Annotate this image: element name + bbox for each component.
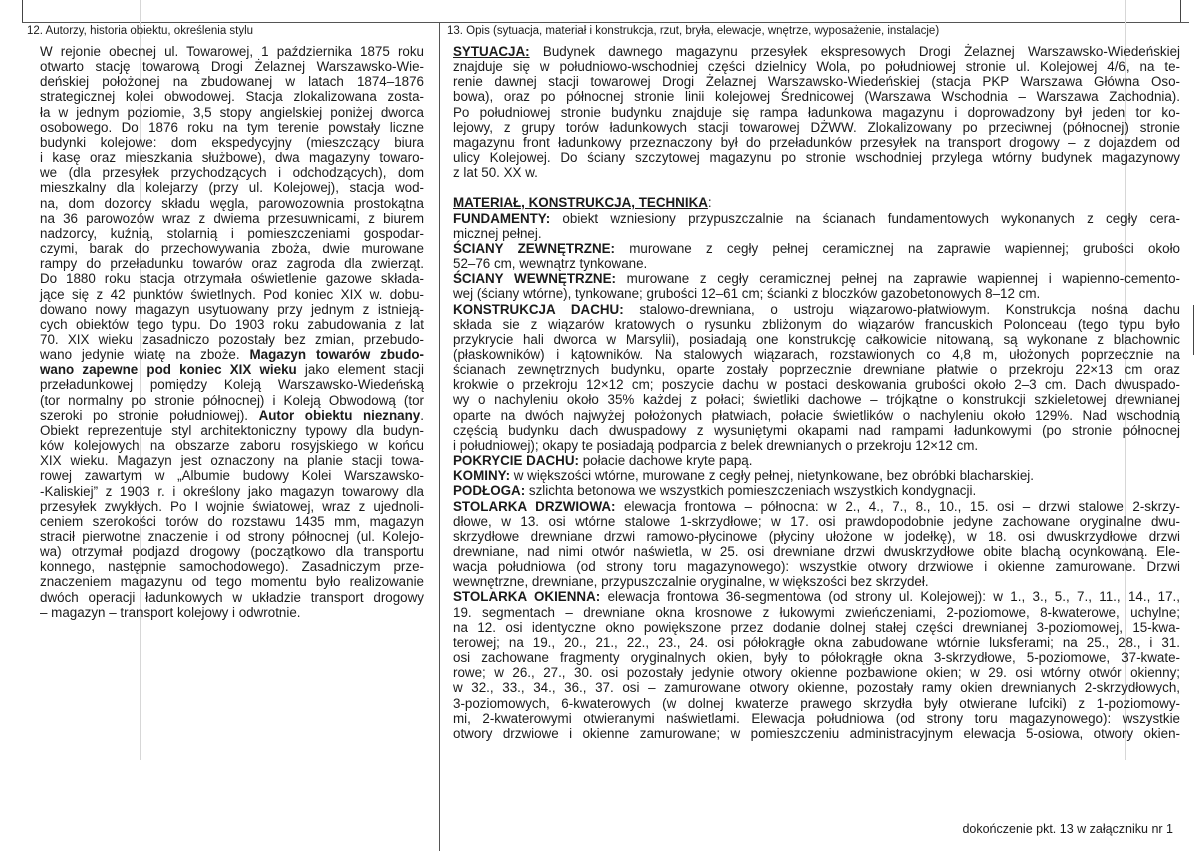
- text-line: [453, 241, 1180, 256]
- line-text: we (dla przesyłek przychodzących i odchodzących), dom: [40, 165, 424, 181]
- text-line: [453, 89, 1180, 104]
- line-text: 70. XIX wieku zasadniczo pozostały bez zmian, przebudo-: [40, 331, 424, 347]
- text-line: [453, 105, 1180, 120]
- line-text: oparte na dwóch najwyżej położonych płatwiach, połacie świetlików o nachyleniu około 129%. Nad wschodnią: [453, 407, 1180, 423]
- line-text: przykrycie hali dworca w Marsylii), posiadają one konstrukcję całkowicie nitowaną, są wykonane z blachownic: [453, 331, 1180, 347]
- text-line: [453, 559, 1180, 574]
- line-text: przeładunkowej pomiędzy Koleją Warszawsko-Wiedeńską: [40, 377, 424, 393]
- line-text: znajduje się w południowo-wschodniej części dzielnicy Wola, po południowej stronie ul. Kolejowej 4/6, na te-: [453, 59, 1180, 75]
- text-line: [453, 302, 1180, 317]
- text-line: [453, 574, 1180, 589]
- line-text: stracił pierwotne znaczenie i od strony północnej (ul. Kolejo-: [40, 529, 424, 544]
- text-line: [40, 332, 424, 347]
- column-divider: [439, 22, 440, 851]
- emphasis-text: Magazyn towarów zbudo-: [249, 347, 425, 363]
- text-line: [453, 635, 1180, 650]
- history-text-column: [40, 44, 424, 620]
- line-text: czymi, barak do przechowywania zboża, dwie murowane: [40, 241, 424, 257]
- line-text: mi, 2-kwaterowymi otwieranymi naświetlami. Elewacja południowa (od strony toru magazynowego): wszystkie: [453, 710, 1180, 726]
- text-line: [40, 347, 424, 362]
- line-text: 52–76 cm, wewnątrz tynkowane.: [453, 256, 648, 272]
- text-line: [453, 150, 1180, 165]
- line-text: otwarto stację towarową Drogi Żelaznej Warszawsko-Wie-: [40, 59, 424, 75]
- text-line: [40, 74, 424, 89]
- text-line: [40, 559, 424, 574]
- text-line: [40, 44, 424, 59]
- left-column-header: 12. Autorzy, historia obiektu, określenia stylu: [27, 25, 254, 37]
- text-line: [40, 377, 424, 392]
- line-text: budynki kolejowe: dom ekspedycyjny (mieszczący biura: [40, 134, 424, 150]
- text-line: [453, 468, 1180, 483]
- text-line: [40, 438, 424, 453]
- text-line: [40, 514, 424, 529]
- text-line: [40, 59, 424, 74]
- line-text: obiekt wzniesiony przypuszczalnie na ścianach fundamentowych wykonanych z cegły cera-: [550, 210, 1180, 226]
- text-line: [40, 105, 424, 120]
- line-text: ulicy Kolejowej. Do ściany szczytowej magazynu po stronie wschodniej przylega wtórny budynek magazynowy: [453, 150, 1180, 166]
- line-text: w 32., 33., 34., 36., 37. osi – zamurowane otwory okienne, pozostały ramy okien drewnianych 2-skrzydłowych,: [453, 680, 1180, 696]
- text-line: [40, 408, 424, 423]
- text-line: [453, 271, 1180, 286]
- line-text: osi zachowane fragmenty oryginalnych okien, były to półokrągłe okna 3-skrzydłowe, 5-poziomowe, 37-kwate-: [453, 650, 1180, 666]
- text-line: [40, 529, 424, 544]
- text-line: [453, 286, 1180, 301]
- text-line: [453, 665, 1180, 680]
- line-text: ków kolejowych na obszarze zaboru rosyjskiego w końcu: [40, 438, 424, 454]
- line-text: -Kaliskiej” z 1903 r. i określony jako magazyn towarowy dla: [40, 483, 424, 499]
- line-text: z lat 50. XX w.: [453, 165, 538, 181]
- text-line: [40, 89, 424, 104]
- text-line: [453, 74, 1180, 89]
- text-line: [40, 241, 424, 256]
- text-line: [453, 377, 1180, 392]
- text-line: [40, 196, 424, 211]
- text-line: [453, 620, 1180, 635]
- line-text: :: [707, 195, 712, 211]
- text-line: [40, 468, 424, 483]
- line-text: stalowo-drewniana, o ustroju wiązarowo-płatwiowym. Konstrukcja nośna dachu: [623, 301, 1181, 317]
- section-heading: MATERIAŁ, KONSTRUKCJA, TECHNIKA: [453, 195, 708, 211]
- text-line: [40, 317, 424, 332]
- line-text: w większości wtórne, murowane z cegły pełnej, nietynkowane, bez obróbki blacharskiej.: [510, 468, 1035, 484]
- line-text: ceniem szerokości torów do rozstawu 1435 mm, magazyn: [40, 513, 424, 529]
- text-line: [40, 499, 424, 514]
- text-line: [453, 44, 1180, 59]
- line-text: deńskiej położonej na zbudowanej w latach 1874–1876: [40, 74, 424, 90]
- line-text: .: [420, 407, 424, 423]
- text-line: [40, 453, 424, 468]
- top-rule: [22, 22, 1189, 23]
- corner-tick: [22, 0, 23, 22]
- line-text: znaczeniem magazynu od tego momentu było realizowanie: [40, 574, 424, 590]
- line-text: na, dom dozorcy składu węgla, parowozownia prostokątna: [40, 195, 424, 211]
- field-label: PODŁOGA:: [453, 483, 526, 499]
- text-line: [453, 392, 1180, 407]
- line-text: dłowe, w 13. osi wtórne stalowe 1-skrzydłowe; w 17. osi prawdopodobnie jedyne zachowane oryginalne dwu-: [453, 513, 1180, 529]
- text-line: [40, 302, 424, 317]
- line-text: wa) otrzymał podjazd drogowy (początkowo dla transportu: [40, 544, 424, 560]
- line-text: połacie dachowe kryte papą.: [578, 453, 753, 469]
- line-text: nadzorcy, kuźnią, stolarnią i pomieszczeniami gospodar-: [40, 225, 424, 241]
- line-text: terowej; na 19., 20., 21., 22., 23., 24. osi półokrągłe okna zabudowane wtórnie luksferami; na 25., 28., i 31.: [453, 634, 1180, 650]
- line-text: mieszkalny dla kolejarzy (przy ul. Kolejowej), stacja wod-: [40, 180, 424, 196]
- text-line: [40, 544, 424, 559]
- line-text: renie dawnej stacji towarowej Drogi Żelaznej Warszawsko-Wiedeńskiej (stacja PKP Warszawa Główna Oso-: [453, 74, 1180, 90]
- text-line: [453, 650, 1180, 665]
- emphasis-text: Autor obiektu nieznany: [258, 407, 421, 423]
- text-line: [453, 195, 1180, 210]
- line-text: rowe; w 26., 27., 30. osi pozostały jedynie otwory okienne pozbawione okien; w 29. osi wtórny otwór okienny;: [453, 665, 1180, 681]
- text-line: [453, 529, 1180, 544]
- text-line: [453, 605, 1180, 620]
- section-heading: SYTUACJA:: [453, 44, 530, 59]
- line-text: i południowej); okapy te posiadają podparcia z belek drewnianych o przekroju 12×12 cm.: [453, 437, 979, 453]
- line-text: osobowego. Do 1876 roku na tym terenie powstały liczne: [40, 119, 424, 135]
- line-text: na 12. osi identyczne okno powiększone przez dodanie dolnej stałej części drewnianej 3-poziomowej, 15-kwa-: [453, 619, 1180, 635]
- corner-tick: [1180, 0, 1181, 22]
- field-label: KONSTRUKCJA DACHU:: [453, 301, 624, 317]
- text-line: [40, 484, 424, 499]
- line-text: cych obiektów tego typu. Do 1903 roku zabudowania z lat: [40, 316, 424, 332]
- line-text: wej (ściany wtórne), tynkowane; grubości 12–61 cm; ścianki z bloczków gazobetonowych 8–12 cm.: [453, 286, 1041, 302]
- line-text: (tor normalny po stronie północnej) i Koleją Obwodową (tor: [40, 392, 424, 408]
- text-line: [40, 226, 424, 241]
- line-text: dwóch operacji ładunkowych w układzie transport drogowy: [40, 589, 424, 605]
- line-text: – magazyn – transport kolejowy i odwrotnie.: [40, 604, 301, 620]
- line-text: przesyłek zwykłych. Po I wojnie światowej, wraz z ujednoli-: [40, 498, 424, 514]
- line-text: otwory drzwiowe i okienne zamurowane; w pomieszczeniu administracyjnym elewacja 5-osiowa, otwory okien-: [453, 725, 1180, 741]
- text-line: [40, 287, 424, 302]
- line-text: ścianach zewnętrznych budynku, oparte zostały poprzecznie drewniane płatwie o przekroju 22×13 cm oraz: [453, 362, 1180, 378]
- line-text: Po południowej stronie budynku znajduje się rampa ładunkowa magazynu i doprowadzony był jeden tor ko-: [453, 104, 1180, 120]
- line-text: murowane z cegły pełnej ceramicznej na zaprawie wapiennej; grubości około: [615, 240, 1180, 256]
- text-line: [40, 362, 424, 377]
- text-line: [453, 514, 1180, 529]
- line-text: wy o nachyleniu około 35% każdej z połaci; świetliki dachowe – trójkątne o konstrukcji szkieletowej drewnianej: [453, 392, 1180, 408]
- section-gap: [453, 180, 1180, 195]
- line-text: wano jedynie wiatę na zboże.: [40, 347, 250, 363]
- text-line: [40, 271, 424, 286]
- line-text: dowano nowy magazyn usytuowany przy jednym z istnieją-: [40, 301, 424, 317]
- text-line: [453, 226, 1180, 241]
- line-text: wewnętrzne, drewniane, przypuszczalnie oryginalne, w większości bez skrzydeł.: [453, 574, 929, 590]
- line-text: jako element stacji: [296, 362, 425, 378]
- line-text: Budynek dawnego magazynu przesyłek ekspresowych Drogi Żelaznej Warszawsko-Wiedeńskiej: [529, 44, 1180, 59]
- line-text: na 36 parowozów wraz z dwiema przesuwnicami, z biurem: [40, 210, 424, 226]
- line-text: Obiekt reprezentuje styl architektoniczny typowy dla budyn-: [40, 422, 424, 438]
- text-line: [40, 590, 424, 605]
- text-line: [40, 150, 424, 165]
- line-text: krokwie o przekroju 12×12 cm; poszycie dachu w postaci deskowania grubości około 2–3 cm. Dach dwuspado-: [453, 377, 1180, 393]
- line-text: jące się z 42 punktów świetlnych. Pod koniec XIX w. dobu-: [40, 286, 424, 302]
- line-text: Do 1880 roku stacja otrzymała oświetlenie gazowe składa-: [40, 271, 424, 287]
- text-line: [453, 256, 1180, 271]
- text-line: [453, 696, 1180, 711]
- line-text: rampy do przeładunku towarów oraz zagroda dla zwierząt.: [40, 256, 424, 272]
- text-line: [40, 211, 424, 226]
- right-column-header: 13. Opis (sytuacja, materiał i konstrukcja, rzut, bryła, elewacje, wnętrze, wyposażenie, instalacje): [447, 25, 940, 37]
- continuation-note: dokończenie pkt. 13 w załączniku nr 1: [962, 822, 1173, 836]
- text-line: [40, 135, 424, 150]
- line-text: murowane z cegły ceramicznej pełnej na zaprawie wapiennej i wapienno-cemento-: [615, 271, 1180, 287]
- text-line: [40, 393, 424, 408]
- text-line: [40, 256, 424, 271]
- text-line: [453, 423, 1180, 438]
- text-line: [453, 59, 1180, 74]
- field-label: FUNDAMENTY:: [453, 210, 551, 226]
- line-text: drewniane, nad nimi otwór naświetla, w 25. osi drewniane drzwi dwuskrzydłowe obite blachą ocynkowaną. Ele-: [453, 544, 1180, 559]
- field-label: KOMINY:: [453, 468, 511, 484]
- field-label: ŚCIANY ZEWNĘTRZNE:: [453, 240, 616, 256]
- edge-mark: [1193, 305, 1194, 355]
- line-text: magazynu front ładunkowy przeznaczony był do przeładunków przesyłek na transport drogowy – z dojazdem od: [453, 134, 1180, 150]
- text-line: [453, 438, 1180, 453]
- description-text-column: [453, 44, 1180, 741]
- line-text: rowej zawartym w „Albumie budowy Kolei Warszawsko-: [40, 468, 424, 484]
- text-line: [40, 165, 424, 180]
- line-text: szeroki po stronie południowej).: [40, 407, 259, 423]
- line-text: micznej pełnej.: [453, 225, 542, 241]
- text-line: [453, 120, 1180, 135]
- line-text: konnego, następnie samochodowego). Zasadniczym prze-: [40, 559, 424, 575]
- line-text: (płaskowników) i kątowników. Na stalowych wiązarach, rozstawionych co 4,8 m, ułożonych poprzecznie na: [453, 346, 1180, 362]
- field-label: STOLARKA OKIENNA:: [453, 589, 601, 605]
- text-line: [453, 317, 1180, 332]
- line-text: szlichta betonowa we wszystkich pomieszczeniach wszystkich kondygnacji.: [525, 483, 977, 499]
- text-line: [40, 574, 424, 589]
- text-line: [453, 408, 1180, 423]
- line-text: strategicznej kolei obwodowej. Stacja zlokalizowana zosta-: [40, 89, 424, 105]
- field-label: STOLARKA DRZWIOWA:: [453, 498, 616, 514]
- text-line: [453, 165, 1180, 180]
- text-line: [453, 332, 1180, 347]
- line-text: elewacja frontowa 36-segmentowa (od strony ul. Kolejowej): w 1., 3., 5., 7., 11., 14., 17.,: [600, 589, 1180, 605]
- text-line: [453, 453, 1180, 468]
- line-text: wacja południowa (od strony toru magazynowego): wszystkie otwory drzwiowe i okienne zamurowane. Drzwi: [453, 559, 1180, 575]
- line-text: 19. segmentach – drewniane okna krosnowe z łukowymi zwieńczeniami, 2-poziomowe, 8-kwaterowe, uchylne;: [453, 604, 1180, 620]
- text-line: [40, 605, 424, 620]
- line-text: elewacja frontowa – północna: w 2., 4., 7., 8., 10., 15. osi – drzwi stalowe 2-skrzy-: [615, 498, 1180, 514]
- text-line: [453, 362, 1180, 377]
- text-line: [40, 120, 424, 135]
- field-label: POKRYCIE DACHU:: [453, 453, 579, 469]
- line-text: 3-poziomowych, 6-kwaterowych (w dolnej kwaterze prawego skrzydła były otwierane lufciki) z 1-poziomowy-: [453, 695, 1180, 711]
- text-line: [453, 589, 1180, 604]
- line-text: XIX wieku. Magazyn jest oznaczony na planie stacji towa-: [40, 453, 424, 469]
- line-text: W rejonie obecnej ul. Towarowej, 1 października 1875 roku: [40, 44, 424, 59]
- line-text: bowa), oraz po północnej stronie linii kolejowej Średnicowej (Warszawa Wschodnia – Warszawa Zachodnia).: [453, 89, 1180, 105]
- line-text: lejowy, z grupy torów ładunkowych stacji towarowej DŻWW. Zlokalizowany po przeciwnej (północnej) stronie: [453, 119, 1180, 135]
- line-text: składa sie z wiązarów kratowych o rysunku zbliżonym do wiązarów francuskich Polonceau (tego typu było: [453, 316, 1180, 332]
- field-label: wano zapewne pod koniec XIX wieku: [40, 362, 297, 378]
- line-text: skrzydłowe drewniane drzwi ramowo-płycinowe (płyciny ułożone w jodełkę), w 18. osi dwuskrzydłowe drzwi: [453, 528, 1180, 544]
- text-line: [453, 680, 1180, 695]
- text-line: [453, 483, 1180, 498]
- text-line: [40, 423, 424, 438]
- text-line: [453, 711, 1180, 726]
- text-line: [453, 726, 1180, 741]
- text-line: [453, 347, 1180, 362]
- text-line: [453, 135, 1180, 150]
- text-line: [453, 499, 1180, 514]
- text-line: [40, 180, 424, 195]
- field-label: ŚCIANY WEWNĘTRZNE:: [453, 271, 616, 287]
- text-line: [453, 211, 1180, 226]
- text-line: [453, 544, 1180, 559]
- line-text: i kasę oraz mieszkania służbowe), dwa magazyny towaro-: [40, 150, 424, 166]
- line-text: ła w jednym poziomie, 3,5 stopy angielskiej poniżej dworca: [40, 104, 424, 120]
- line-text: częścią budynku dach dwuspadowy z wysuniętymi okapami nad rampami ładunkowymi (po stronie północnej: [453, 422, 1180, 438]
